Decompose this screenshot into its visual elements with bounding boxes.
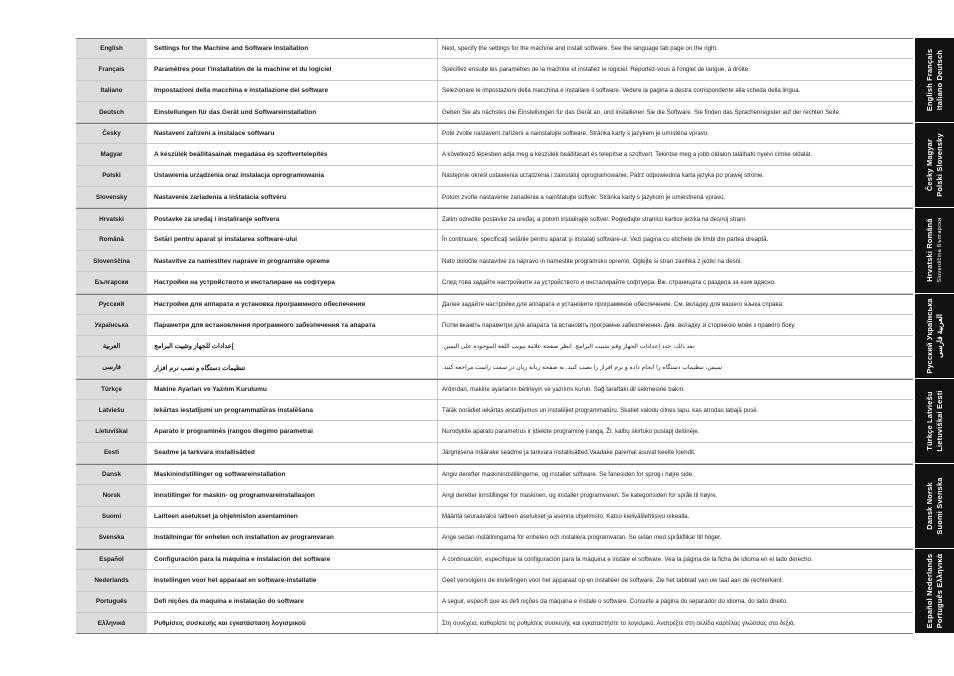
section-title: Настройки для аппарата и установка программного обеспечения xyxy=(148,295,438,314)
language-tab-label: Hrvatski Română xyxy=(924,218,934,283)
section-title: Laitteen asetukset ja ohjelmiston asentaminen xyxy=(148,507,438,527)
section-title: تنظیمات دستگاه و نصب نرم افزار xyxy=(148,357,438,377)
section-title: Iekārtas iestatījumi un programmatūras instalēšana xyxy=(148,400,438,420)
section-title: Paramètres pour l'installation de la machine et du logiciel xyxy=(148,59,438,79)
language-label: Українська xyxy=(76,315,148,335)
table-row xyxy=(76,592,913,613)
table-row xyxy=(76,187,913,208)
section-description: Selezionare le impostazioni della macchina e installare il software. Vedere la pagina a destra corrispondente alla scheda della lingua. xyxy=(442,87,801,95)
section-title: Maskinindstillinger og softwareinstallation xyxy=(148,465,438,484)
language-label: Magyar xyxy=(76,144,148,164)
language-label: Polski xyxy=(76,166,148,186)
table-row xyxy=(76,528,913,549)
section-title: Defi nições da máquina e instalação do software xyxy=(148,592,438,612)
table-row xyxy=(76,251,913,272)
language-label: Suomi xyxy=(76,507,148,527)
section-title: Setări pentru aparat şi instalarea software-ului xyxy=(148,230,438,250)
language-label: Eesti xyxy=(76,443,148,463)
section-title: Seadme ja tarkvara installisätted xyxy=(148,443,438,463)
section-description: A seguir, especifi que as defi nições da máquina e instale o software. Consulte a página do separador do idioma, do lado direito. xyxy=(442,598,788,606)
language-tab-label: Português Ελληνικά xyxy=(934,554,944,629)
language-label: Français xyxy=(76,59,148,79)
section-description: Määritä seuraavaksi laitteen asetukset ja asenna ohjelmisto. Katso kielivälilehtisivu oikealla. xyxy=(442,513,690,521)
section-description: След това задайте настройките за устройството и инсталирайте софтуера. Вж. страницата с раздела за език вдясно. xyxy=(442,278,776,286)
language-label: Slovensky xyxy=(76,187,148,207)
table-row xyxy=(76,102,913,123)
section-description: Далее задайте настройки для аппарата и установите программное обеспечение. См. вкладку для вашего языка справа. xyxy=(442,300,784,308)
section-description: Geef vervolgens de instellingen voor het apparaat op en installeer de software. Zie het tabblad van uw taal aan de rechterkant. xyxy=(442,577,784,585)
table-row xyxy=(76,166,913,187)
section-title: إعدادات للجهاز وتثبيت البرامج xyxy=(148,336,438,356)
language-settings-table xyxy=(76,38,913,634)
section-title: Aparato ir programinės įrangos diegimo parametrai xyxy=(148,421,438,441)
language-tab-label: Lietuviškai Eesti xyxy=(934,390,944,452)
language-tab-label: Dansk Norsk xyxy=(924,482,934,530)
section-description: A continuación, especifique la configuración para la máquina e instale el software. Vea la página de la ficha de idioma en el lado derecho. xyxy=(442,556,813,564)
section-description: Angiv derefter maskinindstillingerne, og installer software. Se fanesiden for sprog i højre side. xyxy=(442,471,694,479)
section-title: Ustawienia urządzenia oraz instalacja oprogramowania xyxy=(148,166,438,186)
language-label: Ελληνικά xyxy=(76,613,148,633)
language-tab-label: Русский Українська xyxy=(924,298,934,374)
section-title: Makine Ayarları ve Yazılım Kurulumu xyxy=(148,380,438,399)
language-tab-label: Español Nederlands xyxy=(924,553,934,629)
section-description: Ardından, makine ayarlarını belirleyin ve yazılımı kurun. Sağ taraftaki dil sekmesine bakın. xyxy=(442,385,685,393)
section-description: Nurodykite aparato parametrus ir įdiekite programinę įrangą. Žr. kalbų skirtuko puslapį dešinėje. xyxy=(442,427,700,435)
section-description: Zatim odredite postavke za uređaj, a potom instalirajte softver. Pogledajte stranicu kartice jezika na desnoj strani. xyxy=(442,215,747,223)
language-tab[interactable] xyxy=(915,379,954,464)
language-label: فارسی xyxy=(76,357,148,377)
language-tab-label: Polski Slovensky xyxy=(934,133,944,198)
language-tab-strip xyxy=(915,38,954,634)
section-description: Nato določite nastavitve za napravo in namestite programsko opremo. Oglejte si stran zavihka z jeziki na desni. xyxy=(442,257,743,265)
language-label: Deutsch xyxy=(76,102,148,122)
table-row xyxy=(76,613,913,634)
language-label: Română xyxy=(76,230,148,250)
section-title: Postavke za uređaj i instaliranje softvera xyxy=(148,209,438,228)
section-description: Потім вкажіть параметри для апарата та встановіть програмне забезпечення. Див. вкладку зі сторінкою мови з правого боку. xyxy=(442,321,796,329)
table-row xyxy=(76,294,913,315)
language-label: Svenska xyxy=(76,528,148,548)
language-tab-label: Česky Magyar xyxy=(924,139,934,192)
language-tab-label: Slovenščina Български xyxy=(936,218,943,283)
table-row xyxy=(76,336,913,357)
section-title: Impostazioni della macchina e installazione del software xyxy=(148,81,438,101)
table-row xyxy=(76,379,913,400)
language-tab-label: English Français xyxy=(924,48,934,112)
language-label: Norsk xyxy=(76,485,148,505)
language-label: Latviešu xyxy=(76,400,148,420)
section-title: Configuración para la máquina e instalación del software xyxy=(148,550,438,569)
section-description: Potom zvoľte nastavenie zariadenia a nainštalujte softvér. Stránka karty s jazykom je umiestnená vpravo. xyxy=(442,193,726,201)
table-row xyxy=(76,549,913,570)
language-label: Dansk xyxy=(76,465,148,484)
section-description: A következő lépésben adja meg a készülék beállításait és telepítse a szoftvert. Tekintse meg a jobb oldalon található nyelvi címke oldalát. xyxy=(442,151,813,159)
language-label: Hrvatski xyxy=(76,209,148,228)
language-tab-label: Italiano Deutsch xyxy=(934,49,944,111)
section-title: Instellingen voor het apparaat en software-installatie xyxy=(148,570,438,590)
section-description: Tālāk norādiet iekārtas iestatījumus un instalējiet programmatūru. Skatiet valodu cilnes lapu, kas atrodas labajā pusē. xyxy=(442,406,759,414)
table-row xyxy=(76,123,913,144)
table-row xyxy=(76,570,913,591)
section-description: Next, specify the settings for the machine and install software. See the language tab page on the right. xyxy=(442,45,718,53)
language-tab[interactable] xyxy=(915,123,954,208)
section-title: Параметри для встановлення програмного забезпечення та апарата xyxy=(148,315,438,335)
language-tab[interactable] xyxy=(915,38,954,123)
language-label: العربية xyxy=(76,336,148,356)
section-description: Στη συνέχεια, καθορίστε τις ρυθμίσεις συσκευής και εγκαταστήστε το λογισμικό. Ανατρέξτε στη σελίδα καρτέλας γλώσσας στα δεξιά. xyxy=(442,619,796,627)
section-description: Geben Sie als nächstes die Einstellungen für das Gerät an, und installieren Sie die Software. Sie finden das Sprachenregister auf der rechten Seite. xyxy=(442,108,841,116)
table-row xyxy=(76,208,913,229)
section-title: Настройки на устройството и инсталиране на софтуера xyxy=(148,272,438,292)
language-tab-label: Suomi Svenska xyxy=(934,477,944,535)
section-description: Następnie określ ustawienia urządzenia i zainstaluj oprogramowanie. Patrz odpowiednia karta języka po prawej stronie. xyxy=(442,172,765,180)
language-tab[interactable] xyxy=(915,464,954,549)
table-row xyxy=(76,485,913,506)
language-label: Nederlands xyxy=(76,570,148,590)
section-title: Settings for the Machine and Software Installation xyxy=(148,39,438,58)
language-label: Italiano xyxy=(76,81,148,101)
language-label: Slovenščina xyxy=(76,251,148,271)
table-row xyxy=(76,507,913,528)
table-row xyxy=(76,38,913,59)
language-label: Español xyxy=(76,550,148,569)
section-description: Spécifiez ensuite les paramètres de la machine et installez le logiciel. Reportez-vous à l'onglet de langue, à droite. xyxy=(442,65,750,73)
table-row xyxy=(76,400,913,421)
section-description: Poté zvolte nastavení zařízení a nainstalujte software. Stránka karty s jazykem je umístěna vpravo. xyxy=(442,130,709,138)
section-description: Angi deretter innstillinger for maskinen, og installer programvaren. Se kategorisiden for språk til høyre. xyxy=(442,491,718,499)
section-title: Nastavení zařízení a instalace softwaru xyxy=(148,124,438,143)
language-tab[interactable] xyxy=(915,294,954,379)
section-title: Nastavenie zariadenia a inštalácia softvéru xyxy=(148,187,438,207)
table-row xyxy=(76,443,913,464)
table-row xyxy=(76,272,913,293)
table-row xyxy=(76,144,913,165)
table-row xyxy=(76,464,913,485)
language-tab-label: العربية فارسی xyxy=(934,313,944,358)
language-label: Türkçe xyxy=(76,380,148,399)
section-description: بعد ذلك، حدد إعدادات الجهاز وقم بتثبيت البرامج. انظر صفحة علامة تبويب اللغة الموجودة على اليمين. xyxy=(442,342,695,350)
language-label: Česky xyxy=(76,124,148,143)
section-title: Nastavitve za namestitev naprave in programske opreme xyxy=(148,251,438,271)
table-row xyxy=(76,230,913,251)
table-row xyxy=(76,357,913,378)
language-tab-label: Türkçe Latviešu xyxy=(924,391,934,451)
language-label: Português xyxy=(76,592,148,612)
language-label: Русский xyxy=(76,295,148,314)
table-row xyxy=(76,59,913,80)
language-label: English xyxy=(76,39,148,58)
section-description: Ange sedan inställningarna för enheten och installera programvaran. Se sidan med språkflikar till höger. xyxy=(442,534,722,542)
section-title: A készülék beállításainak megadása és szoftvertelepítés xyxy=(148,144,438,164)
section-title: Ρυθμίσεις συσκευής και εγκατάσταση λογισμικού xyxy=(148,613,438,633)
section-description: În continuare, specificaţi setările pentru aparat şi instalaţi software-ul. Vezi pagina cu etichete de limbi din partea dreaptă. xyxy=(442,236,769,244)
table-row xyxy=(76,421,913,442)
section-title: Innstillinger for maskin- og programvareinstallasjon xyxy=(148,485,438,505)
table-row xyxy=(76,315,913,336)
section-title: Einstellungen für das Gerät und Softwareinstallation xyxy=(148,102,438,122)
table-row xyxy=(76,81,913,102)
section-description: Järgmisena määrake seadme ja tarkvara installisätted.Vaadake paremal asuvat keelte loendit. xyxy=(442,449,696,457)
language-tab[interactable] xyxy=(915,549,954,634)
section-title: Inställningar för enheten och installation av programvaran xyxy=(148,528,438,548)
language-label: Lietuviškai xyxy=(76,421,148,441)
language-tab[interactable] xyxy=(915,208,954,293)
language-label: Български xyxy=(76,272,148,292)
section-description: سپس، تنظیمات دستگاه را انجام داده و نرم افزار را نصب کنید. به صفحه زبانه زبان در سمت راست مراجعه کنید. xyxy=(442,364,723,372)
